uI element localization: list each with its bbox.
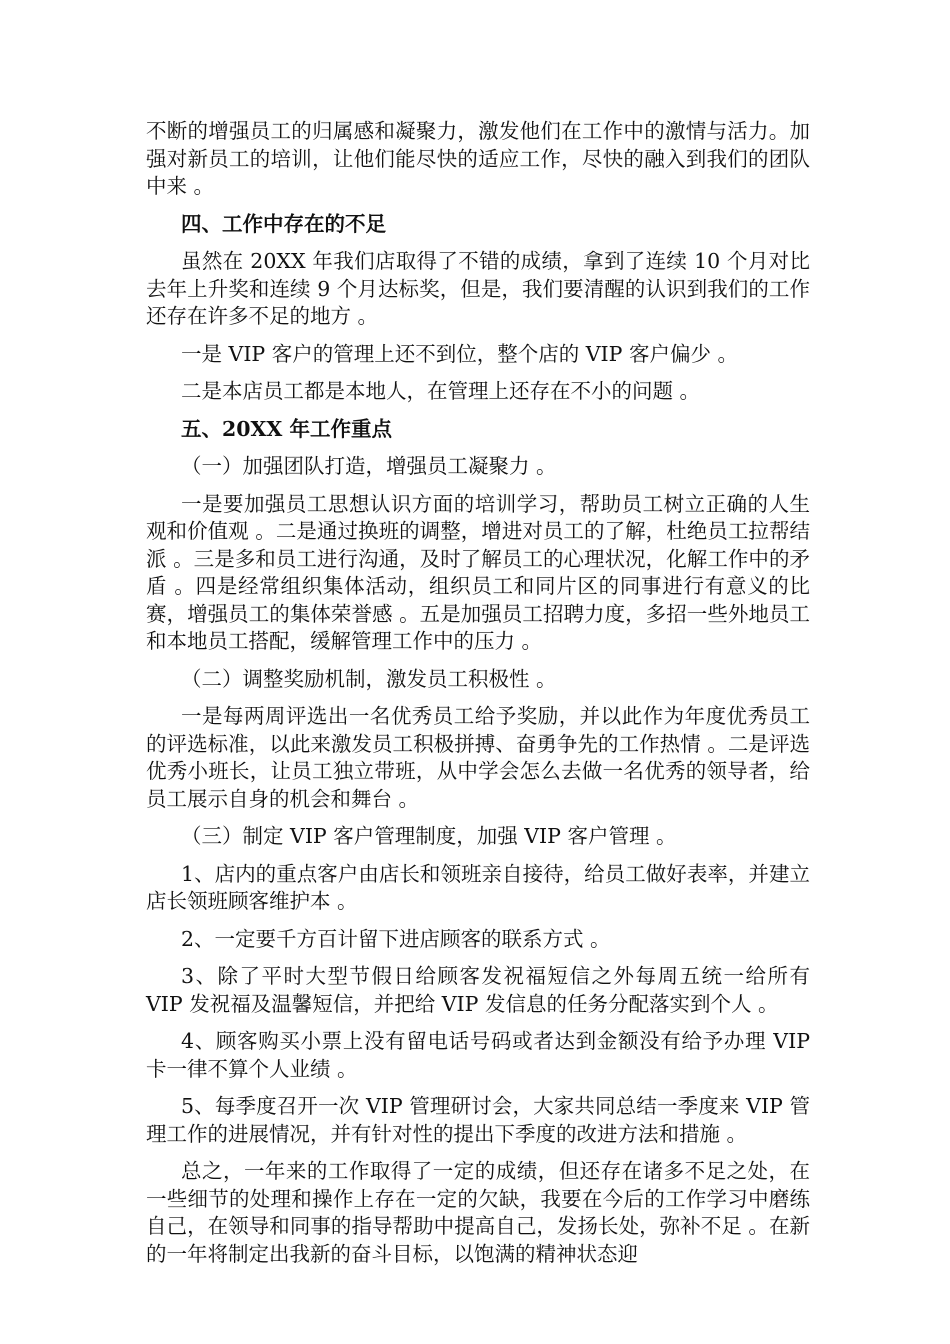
paragraph-continued: 不断的增强员工的归属感和凝聚力，激发他们在工作中的激情与活力。加强对新员工的培训，让他们能尽快的适应工作，尽快的融入到我们的团队中来 。 xyxy=(146,119,810,198)
list-item-vip-3: 3、除了平时大型节假日给顾客发祝福短信之外每周五统一给所有 VIP 发祝福及温馨短信，并把给 VIP 发信息的任务分配落实到个人 。 xyxy=(146,964,810,1016)
paragraph-shortcomings-intro: 虽然在 20XX 年我们店取得了不错的成绩，拿到了连续 10 个月对比去年上升奖和连续 9 个月达标奖，但是，我们要清醒的认识到我们的工作还存在许多不足的地方 。 xyxy=(146,249,810,328)
paragraph-conclusion: 总之，一年来的工作取得了一定的成绩，但还存在诸多不足之处，在一些细节的处理和操作上存在一定的欠缺，我要在今后的工作学习中磨练自己，在领导和同事的指导帮助中提高自己，发扬长处，弥补不足 。在新的一年将制定出我新的奋斗目标，以饱满的精神状态迎 xyxy=(146,1159,810,1266)
document-body xyxy=(146,118,810,1278)
subheading-reward-mechanism: （二）调整奖励机制，激发员工积极性 。 xyxy=(181,666,557,691)
paragraph-shortcoming-2: 二是本店员工都是本地人，在管理上还存在不小的问题 。 xyxy=(181,379,701,403)
section-heading-priorities: 五、20XX 年工作重点 xyxy=(181,416,392,441)
paragraph-team-building: 一是要加强员工思想认识方面的培训学习，帮助员工树立正确的人生观和价值观 。二是通过换班的调整，增进对员工的了解，杜绝员工拉帮结派 。三是多和员工进行沟通，及时了解员工的心理状况，化解工作中的矛盾 。四是经常组织集体活动，组织员工和同片区的同事进行有意义的比赛，增强员工的集体荣誉感 。五是加强员工招聘力度，多招一些外地员工和本地员工搭配，缓解管理工作中的压力 。 xyxy=(146,491,810,653)
paragraph-reward-mechanism: 一是每两周评选出一名优秀员工给予奖励，并以此作为年度优秀员工的评选标准，以此来激发员工积极拼搏、奋勇争先的工作热情 。二是评选优秀小班长，让员工独立带班，从中学会怎么去做一名优秀的领导者，给员工展示自身的机会和舞台 。 xyxy=(146,704,810,811)
subheading-team-building: （一）加强团队打造，增强员工凝聚力 。 xyxy=(181,454,557,478)
subheading-vip-management: （三）制定 VIP 客户管理制度，加强 VIP 客户管理 。 xyxy=(181,824,677,848)
list-item-vip-5: 5、每季度召开一次 VIP 管理研讨会，大家共同总结一季度来 VIP 管理工作的进展情况，并有针对性的提出下季度的改进方法和措施 。 xyxy=(146,1094,810,1146)
list-item-vip-4: 4、顾客购买小票上没有留电话号码或者达到金额没有给予办理 VIP 卡一律不算个人业绩 。 xyxy=(146,1029,810,1081)
paragraph-shortcoming-1: 一是 VIP 客户的管理上还不到位，整个店的 VIP 客户偏少 。 xyxy=(181,341,738,366)
list-item-vip-1: 1、店内的重点客户由店长和领班亲自接待，给员工做好表率，并建立店长领班顾客维护本 。 xyxy=(146,861,810,913)
section-heading-shortcomings: 四、工作中存在的不足 xyxy=(181,211,386,236)
list-item-vip-2: 2、一定要千方百计留下进店顾客的联系方式 。 xyxy=(181,926,611,951)
